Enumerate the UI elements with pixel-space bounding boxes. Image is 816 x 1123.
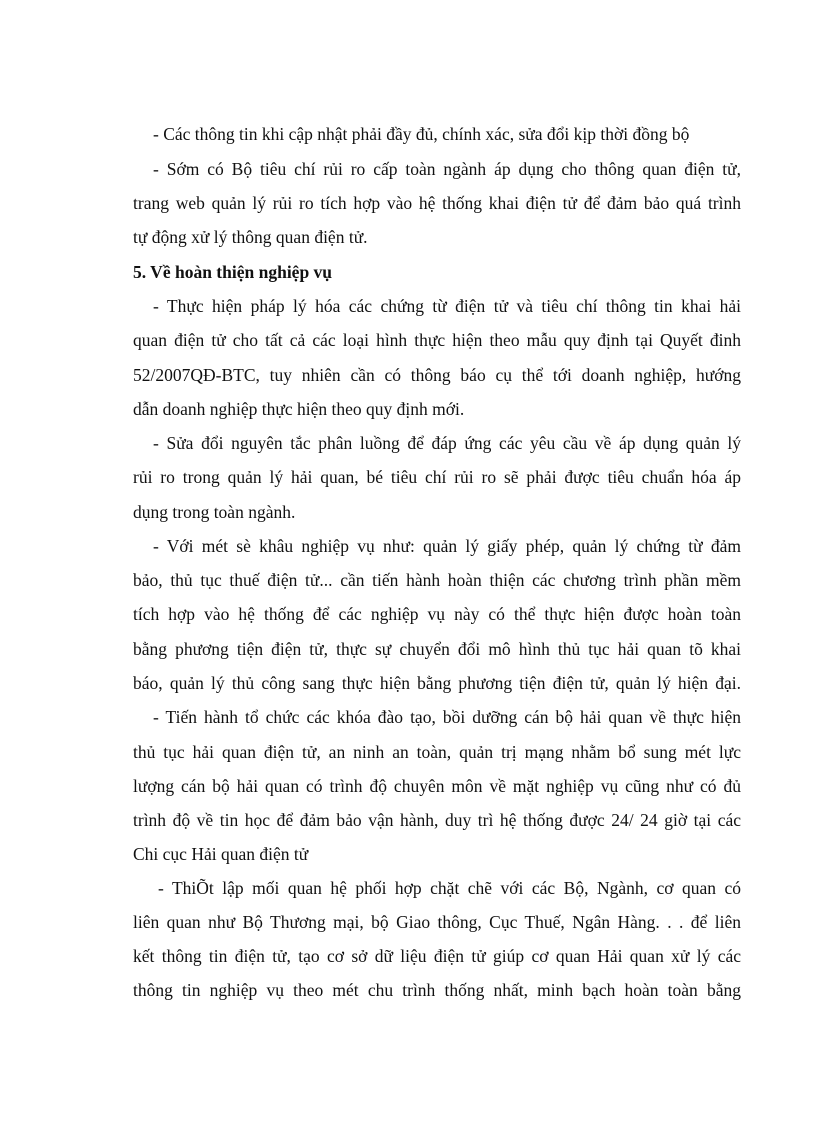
paragraph-line: - Các thông tin khi cập nhật phải đầy đủ, chính xác, sửa đổi kịp thời đồng bộ [153,124,690,144]
paragraph-line: dụng trong toàn ngành. [133,502,296,522]
paragraph-line: tự động xử lý thông quan điện tử. [133,227,368,247]
paragraph-line: - Sớm có Bộ tiêu chí rủi ro cấp toàn ngành áp dụng cho thông quan điện tử, [153,159,741,179]
paragraph-line: - Với mét sè khâu nghiệp vụ như: quản lý giấy phép, quản lý chứng từ đảm [153,536,741,556]
paragraph-line: thủ tục hải quan điện tử, an ninh an toàn, quản trị mạng nhằm bổ sung mét lực [133,742,741,762]
paragraph-line: Chi cục Hải quan điện tử [133,844,309,864]
paragraph-line: rủi ro trong quản lý hải quan, bé tiêu chí rủi ro sẽ phải được tiêu chuẩn hóa áp [133,467,741,487]
paragraph-line: - Tiến hành tổ chức các khóa đào tạo, bồi dưỡng cán bộ hải quan về thực hiện [153,707,741,727]
paragraph-line: liên quan như Bộ Thương mại, bộ Giao thông, Cục Thuế, Ngân Hàng. . . để liên [133,912,741,932]
section-heading: 5. Về hoàn thiện nghiệp vụ [133,262,333,282]
paragraph-line: bảo, thủ tục thuế điện tử... cần tiến hành hoàn thiện các chương trình phần mềm [133,570,741,590]
paragraph-line: - ThiÕt lập mối quan hệ phối hợp chặt chẽ với các Bộ, Ngành, cơ quan có [158,878,741,898]
paragraph-line: trình độ về tin học để đảm bảo vận hành, duy trì hệ thống được 24/ 24 giờ tại các [133,810,741,830]
paragraph-line: thông tin nghiệp vụ theo mét chu trình thống nhất, minh bạch hoàn toàn bằng [133,980,741,1000]
paragraph-line: lượng cán bộ hải quan có trình độ chuyên môn về mặt nghiệp vụ cũng như có đủ [133,776,741,796]
paragraph-line: báo, quản lý thủ công sang thực hiện bằng phương tiện điện tử, quản lý hiện đại. [133,673,741,693]
paragraph-line: 52/2007QĐ-BTC, tuy nhiên cần có thông báo cụ thể tới doanh nghiệp, hướng [133,365,741,385]
paragraph-line: - Sửa đổi nguyên tắc phân luồng để đáp ứng các yêu cầu về áp dụng quản lý [153,433,741,453]
paragraph-line: quan điện tử cho tất cả các loại hình thực hiện theo mẫu quy định tại Quyết đinh [133,330,741,350]
paragraph-line: trang web quản lý rủi ro tích hợp vào hệ thống khai điện tử để đảm bảo quá trình [133,193,741,213]
paragraph-line: tích hợp vào hệ thống để các nghiệp vụ này có thể thực hiện được hoàn toàn [133,604,741,624]
paragraph-line: kết thông tin điện tử, tạo cơ sở dữ liệu điện tử giúp cơ quan Hải quan xử lý các [133,946,741,966]
paragraph-line: bằng phương tiện điện tử, thực sự chuyển đổi mô hình thủ tục hải quan tõ khai [133,639,741,659]
paragraph-line: dẫn doanh nghiệp thực hiện theo quy định mới. [133,399,465,419]
paragraph-line: - Thực hiện pháp lý hóa các chứng từ điện tử và tiêu chí thông tin khai hải [153,296,741,316]
